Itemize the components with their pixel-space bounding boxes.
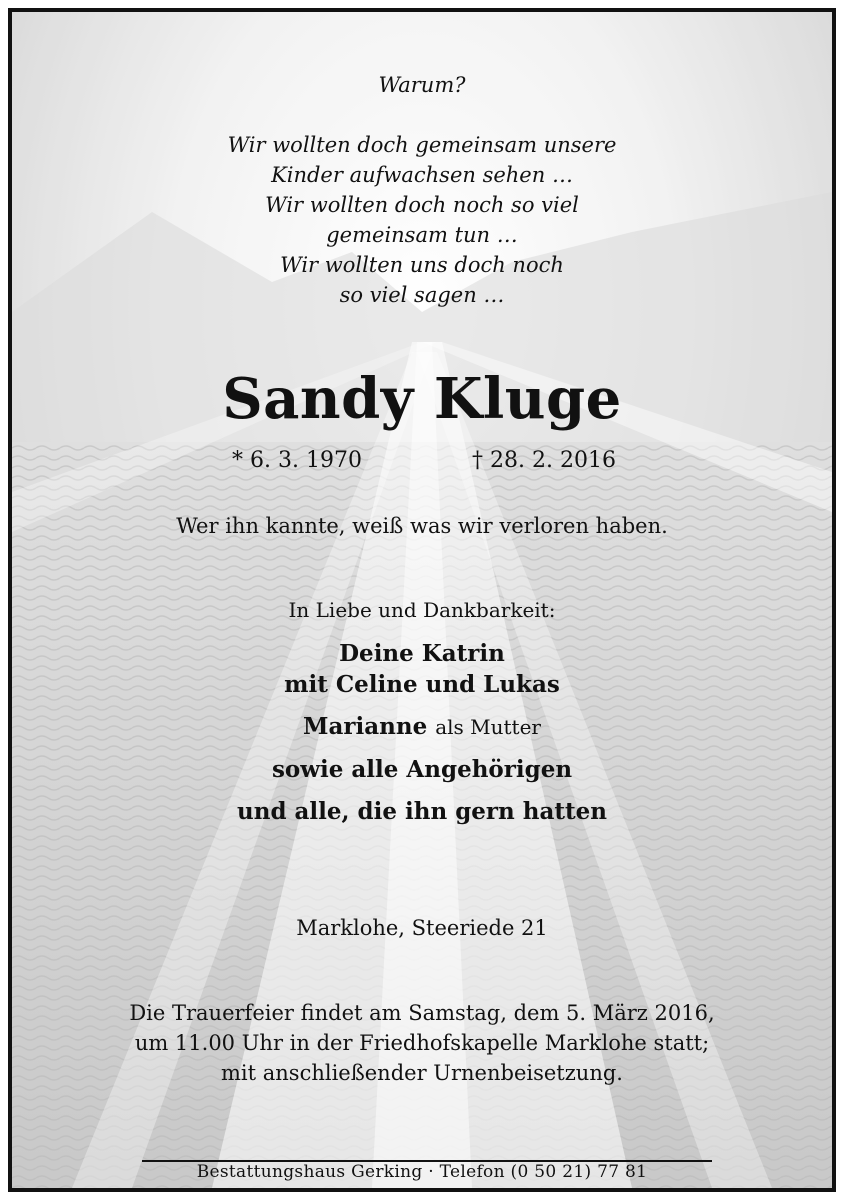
deceased-name: Sandy Kluge (222, 366, 622, 432)
obituary-frame (8, 8, 836, 1192)
service-line: um 11.00 Uhr in der Friedhofskapelle Marklohe statt; (134, 1031, 710, 1055)
mourner-role: als Mutter (435, 715, 541, 739)
poem (12, 70, 832, 310)
address: Marklohe, Steeriede 21 (296, 916, 548, 940)
poem-line: Wir wollten doch noch so viel (265, 193, 579, 217)
epitaph: Wer ihn kannte, weiß was wir verloren haben. (176, 514, 668, 538)
mourner-name: Marianne (303, 713, 428, 740)
mourner-line: mit Celine und Lukas (284, 671, 560, 698)
mourner-line: Deine Katrin (339, 640, 505, 667)
funeral-home-footer: Bestattungshaus Gerking · Telefon (0 50 21) 77 81 (196, 1162, 648, 1182)
service-line: Die Trauerfeier findet am Samstag, dem 5. März 2016, (129, 1001, 715, 1025)
funeral-service-notice (12, 998, 832, 1088)
poem-line: so viel sagen … (339, 283, 505, 307)
mourner-line-marianne (12, 711, 832, 743)
poem-line: gemeinsam tun … (326, 223, 518, 247)
service-line: mit anschließender Urnenbeisetzung. (221, 1061, 623, 1085)
poem-heading: Warum? (378, 73, 466, 97)
mourners-list (12, 638, 832, 838)
mourners-intro: In Liebe und Dankbarkeit: (288, 598, 556, 622)
poem-line: Wir wollten uns doch noch (280, 253, 564, 277)
birth-date: * 6. 3. 1970 (232, 448, 362, 473)
mourner-line: sowie alle Angehörigen (271, 756, 573, 783)
poem-line: Kinder aufwachsen sehen … (271, 163, 573, 187)
mourner-line: und alle, die ihn gern hatten (237, 798, 607, 825)
poem-line: Wir wollten doch gemeinsam unsere (227, 133, 617, 157)
death-date: † 28. 2. 2016 (472, 448, 616, 473)
